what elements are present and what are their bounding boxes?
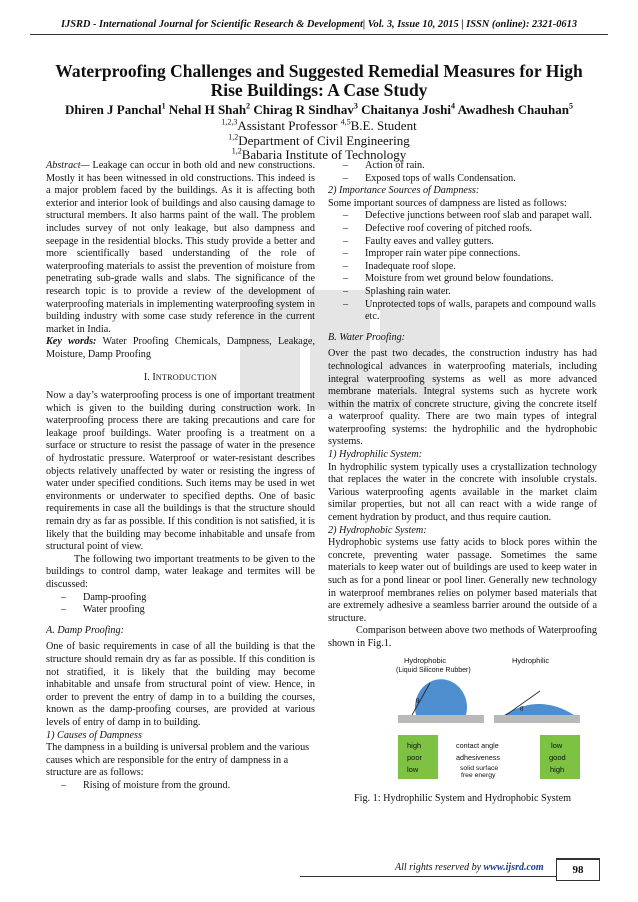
author-name: Dhiren J Panchal [65, 102, 162, 117]
property-label: solid surface [460, 764, 499, 772]
list-item-text: Action of rain. [365, 160, 425, 171]
figure-1 [394, 655, 584, 783]
keywords-label: Key words: [46, 336, 97, 348]
author-sup: 3 [353, 101, 358, 111]
list-item: – Exposed tops of walls Condensation. [343, 172, 516, 184]
affil-sup: 1,2 [228, 132, 239, 142]
left-value: low [407, 764, 419, 774]
list-item-text: Water proofing [83, 604, 145, 616]
fig-label-hydrophilic: Hydrophilic [512, 655, 550, 665]
affiliation-line-1 [40, 118, 598, 133]
author-sup: 4 [451, 101, 456, 111]
page-number: 98 [556, 858, 600, 881]
list-item-text: Exposed tops of walls Condensation. [365, 172, 516, 184]
list-item: – Defective roof covering of pitched roofs. [343, 222, 532, 234]
figure-1-graphic [394, 655, 584, 783]
sources-intro: Some important sources of dampness are listed as follows: [328, 197, 567, 209]
list-item: – Action of rain. [343, 160, 425, 171]
footer-site-link[interactable]: www.ijsrd.com [483, 862, 544, 873]
keywords-text: Water Proofing Chemicals, Dampness, Leakage, Moisture, Damp Proofing [46, 336, 315, 360]
comparison-paragraph: Comparison between above two methods of Waterproofing shown in Fig.1. [328, 625, 597, 649]
header-rule [30, 34, 608, 35]
left-value: poor [407, 752, 423, 762]
list-item-text: Rising of moisture from the ground. [83, 779, 231, 791]
author-name: Chirag R Sindhav [253, 102, 354, 117]
list-item: – Inadequate roof slope. [343, 260, 456, 272]
intro-paragraph-2: The following two important treatments to be given to the buildings to control damp, water leakage and termites will be discussed: [46, 553, 315, 590]
causes-list-part-1 [46, 780, 315, 793]
section-b-heading: B. Water Proofing: [328, 331, 406, 343]
author-sup: 5 [568, 101, 573, 111]
list-item: – Defective junctions between roof slab and parapet wall. [343, 210, 592, 222]
hydrophilic-heading: 1) Hydrophilic System: [328, 449, 423, 461]
keywords [46, 336, 315, 361]
list-item-text: Damp-proofing [83, 591, 147, 603]
list-item: – Water proofing [61, 604, 145, 616]
list-item-text: Defective roof covering of pitched roofs. [365, 222, 532, 234]
author-sup: 2 [246, 101, 251, 111]
hydrophilic-paragraph: In hydrophilic system typically uses a crystallization technology that replaces the water in the concrete with insoluble crystals. Various waterproofing agents available in the market claim similar properties, but not all can react with a wide range of cement hydration by product, and thus require caution. [328, 461, 597, 524]
author-name: Chaitanya Joshi [361, 102, 452, 117]
heading-rest: NTRODUCTION [155, 372, 218, 382]
list-item: – Unprotected tops of walls, parapets and compound walls etc. [343, 298, 596, 323]
fig-label-hydrophobic-sub: (Liquid Silicone Rubber) [396, 666, 471, 674]
list-item-text: Splashing rain water. [365, 285, 451, 297]
affil-text: Assistant Professor [237, 118, 341, 133]
left-column [46, 160, 315, 793]
property-label: free energy [461, 771, 496, 779]
abstract [46, 160, 315, 336]
fig-label-hydrophobic: Hydrophobic [404, 655, 447, 665]
affil-text: B.E. Student [350, 118, 417, 133]
affil-text: Department of Civil Engineering [238, 133, 410, 148]
section-heading-introduction [46, 372, 315, 385]
water-drop-right-icon [504, 704, 574, 715]
list-item-text: Faulty eaves and valley gutters. [365, 235, 494, 247]
hydrophobic-paragraph: Hydrophobic systems use fatty acids to block pores within the concrete, preventing water passage. Sometimes the same materials to keep water out of buildings are used to keep water in such as for a pond linear or pool liner. Generally new technology in waterproof membranes relies on polymer based materials that are extremely adhesive a seamless barrier around the outside of a structure. [328, 537, 597, 624]
abstract-label: Abstract— [46, 160, 90, 171]
sources-list [328, 210, 597, 323]
author-sup: 1 [161, 101, 166, 111]
author-name: Nehal H Shah [168, 102, 247, 117]
causes-heading: 1) Causes of Dampness [46, 729, 142, 741]
water-drop-left-icon [415, 679, 467, 715]
list-item-text: Inadequate roof slope. [365, 260, 456, 272]
list-item-text: Moisture from wet ground below foundations. [365, 273, 554, 285]
list-item-text: Defective junctions between roof slab and parapet wall. [365, 210, 592, 222]
right-column [328, 160, 597, 805]
surface-left [398, 715, 484, 723]
running-head: IJSRD - International Journal for Scientific Research & Development| Vol. 3, Issue 10, 2015 | ISSN (online): 2321-0613 [60, 19, 578, 30]
affiliation-line-2 [40, 133, 598, 148]
affil-sup: 1,2,3 [221, 117, 238, 127]
causes-intro: The dampness in a building is universal problem and the various causes which are responsible for the entry of dampness in a structure are as follows: [46, 742, 310, 779]
footer-rights-text: All rights reserved by [395, 862, 484, 873]
list-item: – Damp-proofing [61, 591, 147, 603]
property-label: contact angle [456, 740, 499, 750]
footer-rule [300, 876, 556, 877]
footer-rights [395, 862, 544, 873]
list-item-text: Unprotected tops of walls, parapets and compound walls etc. [365, 298, 596, 323]
abstract-text: Leakage can occur in both old and new constructions. Mostly it has been witnessed in old constructions. This indeed is a major problem faced by the buildings. As it is affecting both exterior and interior look of buildings and also causing damage to structural members. It also harms paint of the wall. The problem includes survey of not only leakage, but also dampness and seepage in the residential blocks. This study provide a better and more scientifically based understanding of the role of waterproofing materials to assist the prevention of moisture from penetrating sub-grade walls and slabs. The significance of the research topic is to provide a review of the development of waterproofing materials in implementing waterproofing system in building industry with some case study reference in the current market in India. [46, 160, 315, 335]
list-item: – Moisture from wet ground below foundations. [343, 273, 554, 285]
hydrophobic-heading: 2) Hydrophobic System: [328, 524, 427, 536]
section-a-paragraph: One of basic requirements in case of all the building is that the structure should remain dry as far as possible. If this condition is not stratified, it is likely that the building may become inhabitable and unsafe from structural point of view. Hence, in order to prevent the entry of damp in to a building the courses, known as the damp-proofing courses, are provided at various levels of entry of damp in to building. [46, 641, 315, 728]
paper-title: Waterproofing Challenges and Suggested Remedial Measures for High Rise Buildings: A Case Study [55, 61, 583, 100]
list-item: – Rising of moisture from the ground. [61, 779, 231, 791]
list-item: – Faulty eaves and valley gutters. [343, 235, 494, 247]
right-value: good [549, 752, 566, 762]
section-b-paragraph: Over the past two decades, the construction industry has had technological advances in waterproofing materials, including integral waterproofing systems as well as more advanced membrane materials. Integral systems such as hycrete work within the matrix of concrete structure, giving the concrete itself a waterproof quality. There are two main types of integral waterproofing systems: the hydrophilic and the hydrophobic systems. [328, 348, 597, 448]
affil-sup: 4,5 [340, 117, 351, 127]
causes-list-part-2 [328, 160, 597, 185]
heading-initial: I [152, 371, 156, 383]
section-a-heading: A. Damp Proofing: [46, 624, 125, 636]
intro-paragraph-1: Now a day’s waterproofing process is one of important treatment which is given to the building during construction work. In waterproofing process there are taking precautions and care for leakage proof buildings. Water proofing is a treatment on a surface or structure to resist the passage of water in the presence of hydrostatic pressure. Waterproof or water-resistant describes objects relatively unaffected by water or resisting the ingress of water under specified conditions. Such items may be used in wet environments or underwater to specified depths. One of basic requirements in case all the buildings is that the structure should remain dry as far as possible. If this condition is not satisfied, it is likely that the building may become inhabitable and unsafe from structural point of view. [46, 390, 315, 553]
section-number: I. [143, 371, 153, 383]
list-item-text: Improper rain water pipe connections. [365, 248, 521, 260]
affil-sup: 1,2 [231, 146, 242, 156]
sources-heading: 2) Importance Sources of Dampness: [328, 185, 480, 197]
theta-right: θ [520, 704, 524, 713]
property-label: adhesiveness [456, 752, 500, 762]
right-value: low [551, 740, 563, 750]
surface-right [494, 715, 580, 723]
author-name: Awadhesh Chauhan [457, 102, 569, 117]
list-item: – Splashing rain water. [343, 285, 451, 297]
list-item: – Improper rain water pipe connections. [343, 248, 521, 260]
left-value: high [407, 740, 422, 750]
treatment-list [46, 592, 315, 617]
theta-left: θ [416, 696, 420, 705]
right-value: high [550, 764, 565, 774]
figure-caption: Fig. 1: Hydrophilic System and Hydrophobic System [353, 792, 572, 804]
affil-text: Babaria Institute of Technology [241, 147, 407, 162]
author-line [40, 102, 598, 118]
